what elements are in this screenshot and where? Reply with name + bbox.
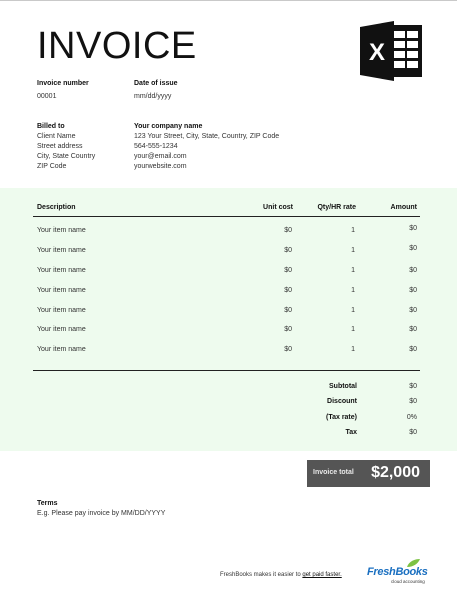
invoice-total-label: Invoice total — [313, 469, 354, 476]
invoice-number-label: Invoice number — [37, 80, 89, 87]
company-name-label: Your company name — [134, 123, 203, 130]
item-unit-cost: $0 — [284, 346, 292, 353]
table-row — [33, 326, 420, 346]
footer-text: FreshBooks makes it easier to — [220, 572, 303, 578]
freshbooks-wordmark: FreshBooks — [367, 566, 428, 578]
item-amount: $0 — [409, 346, 417, 353]
header-description: Description — [37, 204, 76, 211]
item-amount: $0 — [409, 307, 417, 314]
date-of-issue: mm/dd/yyyy — [134, 93, 172, 100]
terms-text: E.g. Please pay invoice by MM/DD/YYYY — [37, 510, 166, 517]
item-description: Your item name — [37, 227, 86, 234]
company-line: your@email.com — [134, 153, 187, 160]
company-line: 123 Your Street, City, State, Country, ZIP Code — [134, 133, 280, 140]
item-amount: $0 — [409, 287, 417, 294]
table-row — [33, 267, 420, 287]
item-unit-cost: $0 — [284, 287, 292, 294]
discount-label: Discount — [327, 398, 357, 405]
excel-logo-icon — [358, 19, 424, 83]
subtotal-label: Subtotal — [329, 383, 357, 390]
item-description: Your item name — [37, 267, 86, 274]
header-unit-cost: Unit cost — [263, 204, 293, 211]
invoice-title: INVOICE — [37, 25, 197, 67]
item-qty: 1 — [351, 346, 355, 353]
header-qty: Qty/HR rate — [317, 204, 356, 211]
invoice-number: 00001 — [37, 93, 57, 100]
billed-to-line: Street address — [37, 143, 83, 150]
footer-note — [220, 572, 342, 578]
company-line: yourwebsite.com — [134, 163, 187, 170]
company-line: 564-555-1234 — [134, 143, 178, 150]
date-of-issue-label: Date of issue — [134, 80, 178, 87]
table-row — [33, 247, 420, 267]
table-row — [33, 307, 420, 327]
terms-label: Terms — [37, 500, 58, 507]
item-description: Your item name — [37, 326, 86, 333]
table-row — [33, 227, 420, 247]
item-description: Your item name — [37, 346, 86, 353]
item-qty: 1 — [351, 247, 355, 254]
billed-to-line: City, State Country — [37, 153, 96, 160]
table-bottom-rule — [33, 370, 420, 371]
table-row — [33, 287, 420, 307]
table-header-rule — [33, 216, 420, 217]
item-description: Your item name — [37, 247, 86, 254]
subtotal-value: $0 — [409, 383, 417, 390]
invoice-total-box — [307, 460, 430, 487]
item-qty: 1 — [351, 287, 355, 294]
item-amount: $0 — [409, 225, 417, 232]
tax-rate-value: 0% — [406, 414, 417, 421]
billed-to-label: Billed to — [37, 123, 65, 130]
item-amount: $0 — [409, 245, 417, 252]
item-qty: 1 — [351, 307, 355, 314]
item-description: Your item name — [37, 287, 86, 294]
item-unit-cost: $0 — [284, 247, 292, 254]
billed-to-line: ZIP Code — [37, 163, 67, 170]
item-amount: $0 — [409, 267, 417, 274]
item-unit-cost: $0 — [284, 227, 292, 234]
item-unit-cost: $0 — [284, 326, 292, 333]
item-description: Your item name — [37, 307, 86, 314]
billed-to-line: Client Name — [37, 133, 76, 140]
item-qty: 1 — [351, 267, 355, 274]
item-unit-cost: $0 — [284, 307, 292, 314]
item-qty: 1 — [351, 326, 355, 333]
item-qty: 1 — [351, 227, 355, 234]
svg-text:X: X — [368, 39, 386, 66]
item-amount: $0 — [409, 326, 417, 333]
tax-value: $0 — [409, 429, 417, 436]
discount-value: $0 — [409, 398, 417, 405]
top-divider — [0, 0, 457, 1]
tax-rate-label: (Tax rate) — [326, 414, 357, 421]
item-unit-cost: $0 — [284, 267, 292, 274]
invoice-total-value: $2,000 — [371, 464, 420, 481]
get-paid-faster-link[interactable]: get paid faster. — [302, 572, 342, 578]
freshbooks-tagline: cloud accounting — [391, 579, 425, 584]
table-row — [33, 346, 420, 366]
tax-label: Tax — [345, 429, 357, 436]
header-amount: Amount — [390, 204, 417, 211]
freshbooks-logo-icon — [367, 558, 427, 586]
